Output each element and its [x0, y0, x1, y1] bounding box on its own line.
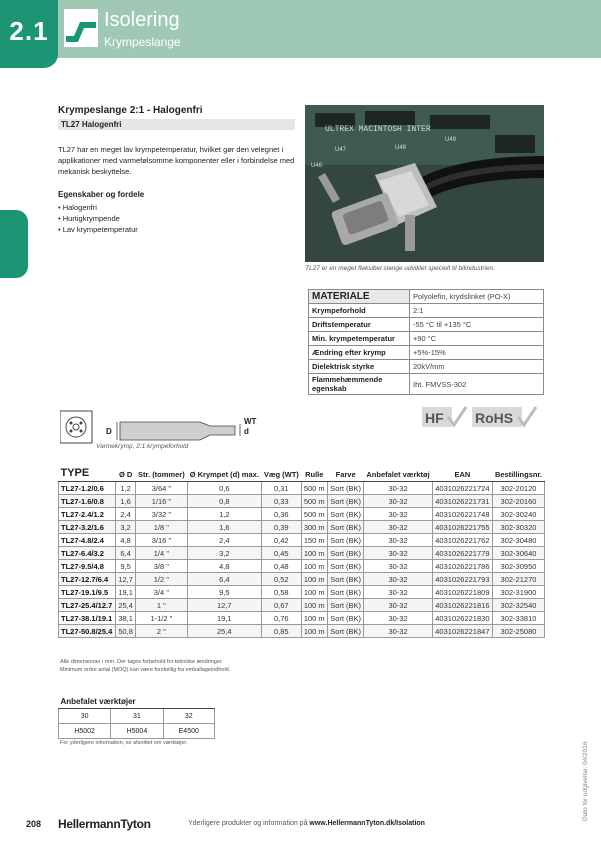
table-cell: 0,52 [262, 573, 302, 586]
table-cell: 302-30950 [492, 560, 544, 573]
materials-row [309, 346, 544, 360]
page-title: Isolering [104, 9, 180, 31]
col-ean: EAN [432, 465, 492, 482]
page-number: 208 [26, 819, 42, 829]
table-cell: 30-32 [364, 508, 432, 521]
property-key: Driftstemperatur [309, 318, 410, 332]
table-cell: 50,8 [116, 625, 136, 638]
table-row [59, 586, 545, 599]
table-row [59, 547, 545, 560]
materials-table [308, 289, 544, 395]
table-cell: Sort (BK) [327, 547, 363, 560]
property-value: 2:1 [410, 304, 544, 318]
table-cell: 30-32 [364, 560, 432, 573]
table-cell: 100 m [301, 547, 327, 560]
table-cell: 3/32 " [136, 508, 188, 521]
table-cell: 1/16 " [136, 495, 188, 508]
table-cell: 30-32 [364, 521, 432, 534]
tools-heading: Anbefalet værktøjer [59, 695, 215, 709]
table-cell: 100 m [301, 625, 327, 638]
table-cell: 1/4 " [136, 547, 188, 560]
materials-row [309, 304, 544, 318]
table-cell: 25,4 [187, 625, 261, 638]
table-cell: 9,5 [187, 586, 261, 599]
tools-note: For yderligere information, se afsnittet om værktøjer. [60, 740, 188, 746]
table-cell: 4,8 [187, 560, 261, 573]
footer-link[interactable]: www.HellermannTyton.dk/Isolation [309, 820, 425, 827]
photo-caption: TL27 er en meget fleksibel slange udviklet specielt til bilindustrien. [305, 265, 496, 272]
section-number: 2.1 [9, 16, 49, 46]
board-label: U47 [335, 147, 347, 153]
table-cell: TL27-19.1/9.5 [59, 586, 116, 599]
table-cell: Sort (BK) [327, 560, 363, 573]
col-roll: Rulle [301, 465, 327, 482]
table-cell: 3,2 [187, 547, 261, 560]
table-cell: Sort (BK) [327, 508, 363, 521]
table-cell: 100 m [301, 560, 327, 573]
property-value: -55 °C til +135 °C [410, 318, 544, 332]
table-cell: TL27-4.8/2.4 [59, 534, 116, 547]
table-cell: 500 m [301, 495, 327, 508]
table-cell: 4031026221762 [432, 534, 492, 547]
property-value: Iht. FMVSS-302 [410, 374, 544, 395]
table-cell: 4031026221724 [432, 482, 492, 495]
table-cell: 4031026221830 [432, 612, 492, 625]
table-cell: 4031026221786 [432, 560, 492, 573]
materials-row [309, 360, 544, 374]
table-row [59, 495, 545, 508]
table-cell: 4031026221779 [432, 547, 492, 560]
table-cell: 0,33 [262, 495, 302, 508]
features-list [58, 202, 138, 235]
table-cell: Sort (BK) [327, 612, 363, 625]
table-cell: 4,8 [116, 534, 136, 547]
table-cell: Sort (BK) [327, 586, 363, 599]
table-cell: 0,39 [262, 521, 302, 534]
property-value: +90 °C [410, 332, 544, 346]
table-cell: TL27-2.4/1.2 [59, 508, 116, 521]
table-cell: 30-32 [364, 625, 432, 638]
materials-row [309, 332, 544, 346]
publication-date [578, 713, 590, 823]
materials-key: MATERIALE [309, 290, 410, 304]
halogen-free-badge [422, 405, 468, 429]
tool-name: H5002 [59, 724, 111, 739]
table-cell: 30-32 [364, 534, 432, 547]
table-cell: 1,2 [187, 508, 261, 521]
materials-header-row [309, 290, 544, 304]
footer-label: Yderligere produkter og information på [188, 820, 308, 827]
table-cell: 500 m [301, 482, 327, 495]
property-value: +5%-15% [410, 346, 544, 360]
table-row [59, 521, 545, 534]
table-cell: 0,31 [262, 482, 302, 495]
heat-shrink-icon [64, 9, 98, 47]
table-cell: Sort (BK) [327, 599, 363, 612]
table-cell: 1 " [136, 599, 188, 612]
table-row [59, 508, 545, 521]
table-cell: 30-32 [364, 612, 432, 625]
table-cell: 25,4 [116, 599, 136, 612]
product-photo [305, 105, 544, 262]
table-cell: 2,4 [187, 534, 261, 547]
table-cell: 4031026221847 [432, 625, 492, 638]
materials-row [309, 374, 544, 395]
table-cell: 150 m [301, 534, 327, 547]
col-size-inches: Str. (tommer) [136, 465, 188, 482]
col-color: Farve [327, 465, 363, 482]
table-cell: 0,8 [187, 495, 261, 508]
table-cell: 19,1 [187, 612, 261, 625]
tool-number: 30 [59, 709, 111, 724]
hf-label: HF [425, 410, 444, 426]
table-cell: 4031026221748 [432, 508, 492, 521]
product-table [58, 465, 545, 638]
table-cell: 3/64 " [136, 482, 188, 495]
table-row [59, 599, 545, 612]
feature-item: • Lav krympetemperatur [58, 224, 138, 235]
table-cell: 30-32 [364, 482, 432, 495]
table-notes [60, 658, 230, 674]
tool-number: 32 [163, 709, 214, 724]
table-row [59, 612, 545, 625]
property-key: Ændring efter krymp [309, 346, 410, 360]
tools-number-row [59, 709, 215, 724]
feature-item: • Halogenfri [58, 202, 138, 213]
wall-label: WT [244, 417, 257, 426]
tools-table [58, 695, 215, 739]
rohs-label: RoHS [475, 410, 514, 426]
table-cell: 6,4 [116, 547, 136, 560]
table-cell: 19,1 [116, 586, 136, 599]
table-cell: 1/2 " [136, 573, 188, 586]
table-cell: 302-30320 [492, 521, 544, 534]
table-cell: 0,45 [262, 547, 302, 560]
table-cell: 100 m [301, 612, 327, 625]
table-cell: 12,7 [116, 573, 136, 586]
table-cell: Sort (BK) [327, 521, 363, 534]
table-cell: TL27-50.8/25.4 [59, 625, 116, 638]
table-cell: Sort (BK) [327, 625, 363, 638]
table-row [59, 625, 545, 638]
diagram-caption: Varmekrymp, 2:1 krympeforhold [96, 443, 189, 450]
table-cell: TL27-25.4/12.7 [59, 599, 116, 612]
materials-row [309, 318, 544, 332]
table-cell: 0,48 [262, 560, 302, 573]
col-order-number: Bestillingsnr. [492, 465, 544, 482]
table-cell: 302-32540 [492, 599, 544, 612]
publication-date-text: Dato for udgivelse: 04/2016 [582, 741, 589, 821]
footer-text [188, 820, 425, 827]
table-cell: 3/4 " [136, 586, 188, 599]
table-cell: TL27-1.6/0.8 [59, 495, 116, 508]
table-cell: 38,1 [116, 612, 136, 625]
table-cell: 0,85 [262, 625, 302, 638]
table-cell: 0,36 [262, 508, 302, 521]
property-key: Min. krympetemperatur [309, 332, 410, 346]
table-row [59, 482, 545, 495]
product-title: Krympeslange 2:1 - Halogenfri [58, 105, 203, 116]
table-cell: 100 m [301, 599, 327, 612]
table-row [59, 560, 545, 573]
table-cell: 30-32 [364, 495, 432, 508]
board-label: U48 [395, 145, 407, 151]
table-cell: TL27-9.5/4.8 [59, 560, 116, 573]
table-cell: 302-33810 [492, 612, 544, 625]
rohs-badge [472, 405, 538, 429]
table-cell: 0,67 [262, 599, 302, 612]
table-row [59, 534, 545, 547]
board-label: U46 [311, 163, 323, 169]
table-cell: 0,6 [187, 482, 261, 495]
table-row [59, 573, 545, 586]
shrink-diagram [60, 410, 280, 444]
table-cell: 0,76 [262, 612, 302, 625]
table-cell: TL27-12.7/6.4 [59, 573, 116, 586]
table-cell: 302-21270 [492, 573, 544, 586]
table-cell: 30-32 [364, 599, 432, 612]
col-tool: Anbefalet værktøj [364, 465, 432, 482]
features-heading: Egenskaber og fordele [58, 190, 145, 199]
table-cell: 4031026221731 [432, 495, 492, 508]
table-cell: 30-32 [364, 573, 432, 586]
diameter-label: D [106, 427, 112, 436]
table-cell: 6,4 [187, 573, 261, 586]
table-cell: 0,42 [262, 534, 302, 547]
col-type: TYPE [59, 465, 116, 482]
table-note: Minimum ordre antal (MOQ) kan være forskellig fra emballageindhold. [60, 667, 231, 673]
table-cell: 4031026221809 [432, 586, 492, 599]
table-cell: TL27-1.2/0.6 [59, 482, 116, 495]
table-cell: 2 " [136, 625, 188, 638]
brand-logo: HellermannTyton [58, 817, 151, 831]
table-cell: 1/8 " [136, 521, 188, 534]
table-cell: 302-20120 [492, 482, 544, 495]
shrunk-diameter-label: d [244, 427, 249, 436]
table-cell: 302-25080 [492, 625, 544, 638]
table-cell: 1,6 [116, 495, 136, 508]
table-cell: Sort (BK) [327, 534, 363, 547]
table-cell: 3,2 [116, 521, 136, 534]
property-key: Krympeforhold [309, 304, 410, 318]
property-key: Flammehæmmende egenskab [309, 374, 410, 395]
table-cell: TL27-3.2/1.6 [59, 521, 116, 534]
table-cell: 3/16 " [136, 534, 188, 547]
product-description: TL27 har en meget lav krympetemperatur, hvilket gør den velegnet i applikationer med varmefølsomme komponenter eller i forbindelse med mekanisk beskyttelse. [58, 145, 295, 176]
table-cell: 30-32 [364, 547, 432, 560]
table-cell: 4031026221755 [432, 521, 492, 534]
page-subtitle: Krympeslange [104, 35, 181, 49]
tool-name: H5004 [111, 724, 163, 739]
table-cell: Sort (BK) [327, 573, 363, 586]
table-cell: 100 m [301, 573, 327, 586]
table-cell: 302-20160 [492, 495, 544, 508]
table-cell: 1,2 [116, 482, 136, 495]
table-cell: 30-32 [364, 586, 432, 599]
table-cell: 1-1/2 " [136, 612, 188, 625]
side-tab [0, 210, 28, 278]
materials-value: Polyolefin, krydslinket (PO-X) [410, 290, 544, 304]
table-cell: 2,4 [116, 508, 136, 521]
table-cell: 4031026221816 [432, 599, 492, 612]
table-cell: 1,6 [187, 521, 261, 534]
table-cell: 3/8 " [136, 560, 188, 573]
table-cell: 302-30240 [492, 508, 544, 521]
table-cell: 100 m [301, 586, 327, 599]
table-cell: 302-30640 [492, 547, 544, 560]
tools-name-row [59, 724, 215, 739]
table-cell: 0,58 [262, 586, 302, 599]
tool-name: E4500 [163, 724, 214, 739]
table-cell: 302-31900 [492, 586, 544, 599]
table-cell: 12,7 [187, 599, 261, 612]
table-cell: 302-30480 [492, 534, 544, 547]
table-cell: 4031026221793 [432, 573, 492, 586]
col-diameter: Ø D [116, 465, 136, 482]
table-header-row [59, 465, 545, 482]
board-label: ULTREX MACINTOSH INTER [325, 125, 431, 134]
table-cell: 300 m [301, 521, 327, 534]
table-cell: TL27-6.4/3.2 [59, 547, 116, 560]
feature-item: • Hurtigkrympende [58, 213, 138, 224]
tool-number: 31 [111, 709, 163, 724]
table-cell: Sort (BK) [327, 482, 363, 495]
product-series: TL27 Halogenfri [58, 119, 295, 130]
table-cell: TL27-38.1/19.1 [59, 612, 116, 625]
table-cell: 500 m [301, 508, 327, 521]
col-wall: Væg (WT) [262, 465, 302, 482]
table-cell: Sort (BK) [327, 495, 363, 508]
table-cell: 9,5 [116, 560, 136, 573]
col-shrunk-diameter: Ø Krympet (d) max. [187, 465, 261, 482]
board-label: U49 [445, 137, 457, 143]
property-value: 20kV/mm [410, 360, 544, 374]
table-note: Alle dimensioner i mm. Der tages forbehold for tekniske ændringer. [60, 659, 223, 665]
property-key: Dielektrisk styrke [309, 360, 410, 374]
